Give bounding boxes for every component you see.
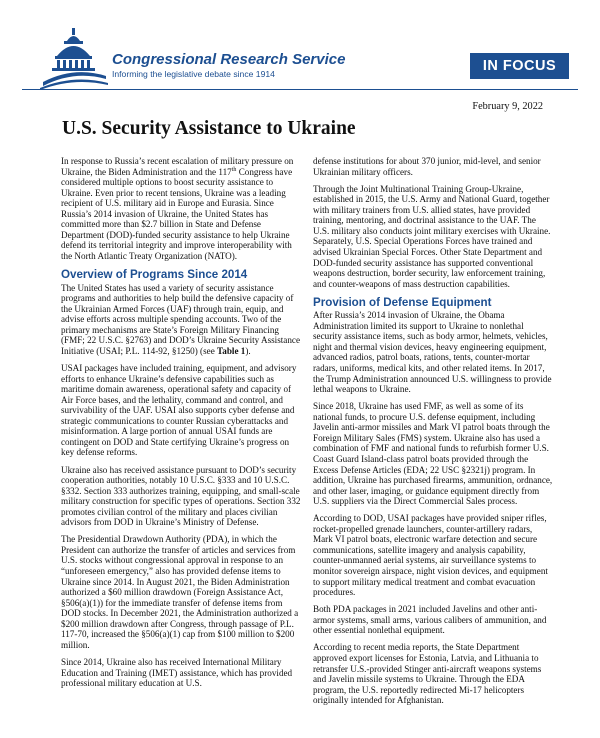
- header-divider: [22, 89, 578, 90]
- paragraph: The Presidential Drawdown Authority (PDA), in which the President can authorize the transfer of articles and services from U.S. stocks without congressional approval in response to an “unforeseen emergency,” also has provided defense items to Ukraine since 2014. In August 2021, the Biden Administration authorized a $60 million drawdown (Foreign Assistance Act, §506(a)(1)) for the immediate transfer of defense items from DOD stocks. In December 2021, the Administration authorized a $200 million drawdown after Congress, through passage of P.L. 117-70, increased the §506(a)(1) cap from $100 million to $200 million.: [61, 534, 299, 650]
- section-heading-defense-equipment: Provision of Defense Equipment: [313, 295, 492, 309]
- page-header: [0, 0, 600, 92]
- paragraph: After Russia’s 2014 invasion of Ukraine, the Obama Administration limited its support to Ukraine to nonlethal security assistance items, such as body armor, helmets, vehicles, night and thermal vision devices, heavy engineering equipment, advanced radios, patrol boats, rations, tents, counter-mortar radars, uniforms, medical kits, and other related items. In 2017, the Trump Administration announced U.S. willingness to provide lethal weapons to Ukraine.: [313, 310, 552, 395]
- left-column: [61, 156, 301, 695]
- org-name: Congressional Research Service: [112, 51, 346, 68]
- page-title: U.S. Security Assistance to Ukraine: [62, 118, 356, 139]
- paragraph: Ukraine also has received assistance pursuant to DOD’s security cooperation authorities, notably 10 U.S.C. §333 and 10 U.S.C. §332. Section 333 authorizes training, equipping, and small-scale military construction for specific types of operations. Section 332 promotes civilian control of the military and places civilian advisors from DOD in Ukraine’s Ministry of Defense.: [61, 464, 301, 528]
- paragraph: According to recent media reports, the State Department approved export licenses for Estonia, Latvia, and Lithuania to retransfer U.S.-provided Stinger anti-aircraft weapons systems and Javelin missile systems to Ukraine. Through the EDA program, the U.S. reportedly redirected Mi-17 helicopters originally intended for Afghanistan.: [313, 642, 542, 706]
- paragraph: USAI packages have included training, equipment, and advisory efforts to enhance Ukraine’s defensive capabilities such as maritime domain awareness, operational safety and capacity of Air Force bases, and the lethality, command and control, and survivability of the UAF. USAI also supports cyber defense and strategic communications to counter Russian cyberattacks and misinformation. A large portion of annual USAI funds are contingent on DOD and State certifying Ukraine’s progress on key defense reforms.: [61, 362, 297, 458]
- org-tagline: Informing the legislative debate since 1914: [112, 69, 275, 79]
- paragraph: Both PDA packages in 2021 included Javelins and other anti-armor systems, small arms, various calibers of ammunition, and other essential nonlethal equipment.: [313, 604, 547, 636]
- paragraph: Through the Joint Multinational Training Group-Ukraine, established in 2015, the U.S. Army and National Guard, together with military trainers from U.S. allied states, have provided training, mentoring, and doctrinal assistance to the UAF. The U.S. military also conducts joint military exercises with Ukraine. Separately, U.S. Special Operations Forces have trained and advised Ukrainian Special Forces. Other State Department and DOD-funded security assistance has supported conventional weapons destruction, border security, law enforcement training, and counter-weapons of mass destruction capabilities.: [313, 183, 551, 289]
- section-heading-overview: Overview of Programs Since 2014: [61, 268, 248, 282]
- paragraph: Since 2018, Ukraine has used FMF, as well as some of its national funds, to procure U.S. defense equipment, including Javelin anti-armor missiles and Mark VI patrol boats through the Foreign Military Sales (FMS) system. Ukraine also has used a combination of FMF and national funds to refurbish former U.S. Coast Guard Island-class patrol boats provided through the Excess Defense Articles (EDA; 22 USC §2321j) program. In addition, Ukraine has purchased firearms, ammunition, ordnance, and other laser, imaging, or guidance equipment directly from U.S. suppliers via the Direct Commercial Sales process.: [313, 401, 553, 507]
- paragraph: defense institutions for about 370 junior, mid-level, and senior Ukrainian military officers.: [313, 156, 541, 177]
- right-column: [313, 156, 553, 712]
- paragraph: According to DOD, USAI packages have provided sniper rifles, rocket-propelled grenade launchers, counter-artillery radars, Mark VI patrol boats, electronic warfare detection and secure communications, satellite imagery and analysis capability, counter-unmanned aerial systems, air surveillance systems to monitor sovereign airspace, night vision devices, and equipment to support military medical treatment and combat evacuation procedures.: [313, 513, 548, 598]
- publication-date: February 9, 2022: [472, 101, 543, 112]
- in-focus-badge: IN FOCUS: [470, 53, 569, 79]
- capitol-dome-icon: [40, 26, 108, 90]
- intro-paragraph: In response to Russia’s recent escalation of military pressure on Ukraine, the Biden Administration and the 117th Congress have considered multiple options to boost security assistance to Ukraine. Even prior to recent tensions, Ukraine was a leading recipient of U.S. military aid in Europe and Eurasia. Since Russia’s 2014 invasion of Ukraine, the United States has committed more than $2.7 billion in State and Defense Department (DOD)-funded security assistance to help Ukraine defend its territorial integrity and improve interoperability with the North Atlantic Treaty Organization (NATO).: [61, 156, 294, 261]
- paragraph: The United States has used a variety of security assistance programs and authorities to help build the defensive capacity of the Ukrainian Armed Forces (UAF) through train, equip, and advise efforts across multiple spending accounts. Two of the primary mechanisms are State’s Foreign Military Financing (FMF; 22 U.S.C. §2763) and DOD’s Ukraine Security Assistance Initiative (USAI; P.L. 114-92, §1250) (see Table 1).: [61, 282, 301, 356]
- paragraph: Since 2014, Ukraine also has received International Military Education and Training (IMET) assistance, which has provided professional military education at U.S.: [61, 656, 293, 689]
